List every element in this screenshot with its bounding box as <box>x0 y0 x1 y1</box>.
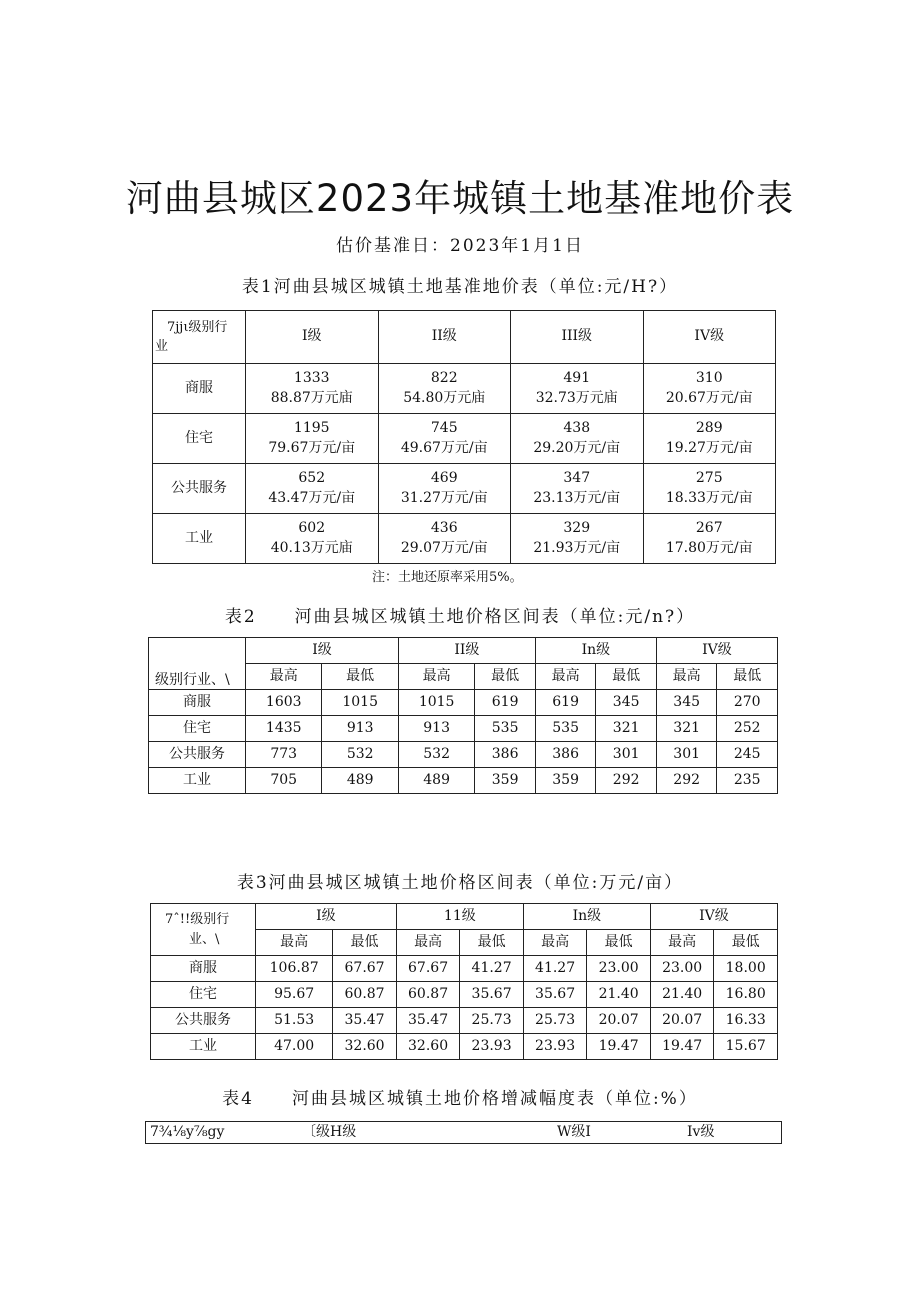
value-cell: 23.93 <box>523 1034 587 1060</box>
table-row <box>149 742 778 768</box>
max-header: 最高 <box>398 664 474 690</box>
value-cell: 16.80 <box>714 982 778 1008</box>
corner-label-line2: 业、\ <box>189 931 220 947</box>
price-per-mu: 54.80万元庙 <box>403 389 486 406</box>
table2-caption: 表2 河曲县城区城镇土地价格区间表（单位:元/n?） <box>224 607 696 627</box>
value-cell: 35.67 <box>460 982 524 1008</box>
value-cell: 245 <box>717 742 778 768</box>
max-header: 最高 <box>650 930 714 956</box>
table-row <box>153 514 776 564</box>
value-cell: 301 <box>656 742 717 768</box>
value-cell: 32.60 <box>333 1034 397 1060</box>
price-cell <box>246 414 379 464</box>
table4-cell: W级I <box>557 1122 687 1144</box>
value-cell: 21.40 <box>587 982 651 1008</box>
value-cell: 359 <box>475 768 536 794</box>
max-header: 最高 <box>396 930 460 956</box>
price-cell <box>511 364 644 414</box>
value-cell: 270 <box>717 690 778 716</box>
price-per-mu: 19.27万元/亩 <box>665 439 753 456</box>
value-cell: 95.67 <box>256 982 333 1008</box>
table4-cell: Iv级 <box>687 1122 782 1144</box>
price-per-mu: 32.73万元庙 <box>535 389 618 406</box>
price-per-sqm: 602 <box>298 520 326 536</box>
price-cell <box>378 464 511 514</box>
table-row <box>149 768 778 794</box>
value-cell: 235 <box>717 768 778 794</box>
value-cell: 532 <box>322 742 398 768</box>
price-per-sqm: 275 <box>695 470 723 486</box>
table1-corner-cell <box>153 311 246 364</box>
row-header: 公共服务 <box>149 742 246 768</box>
table-row <box>151 956 778 982</box>
price-per-sqm: 347 <box>563 470 591 486</box>
price-per-mu: 40.13万元庙 <box>270 539 353 556</box>
price-per-sqm: 491 <box>563 370 591 386</box>
value-cell: 535 <box>535 716 596 742</box>
value-cell: 23.93 <box>460 1034 524 1060</box>
value-cell: 41.27 <box>523 956 587 982</box>
value-cell: 67.67 <box>333 956 397 982</box>
min-header: 最低 <box>475 664 536 690</box>
price-per-sqm: 289 <box>695 420 723 436</box>
price-per-mu: 20.67万元/亩 <box>665 389 753 406</box>
table2-corner-cell: 级别行业、\ <box>149 638 246 690</box>
level-header: II级 <box>398 638 535 664</box>
row-header: 住宅 <box>151 982 256 1008</box>
value-cell: 25.73 <box>523 1008 587 1034</box>
table3-price-range-wan <box>150 903 778 1060</box>
table-row <box>151 1008 778 1034</box>
value-cell: 532 <box>398 742 474 768</box>
table-row <box>151 904 778 930</box>
table-row <box>149 690 778 716</box>
price-per-mu: 49.67万元/亩 <box>400 439 488 456</box>
table-row <box>153 464 776 514</box>
table-row <box>153 311 776 364</box>
table-row <box>149 638 778 664</box>
row-header: 住宅 <box>149 716 246 742</box>
table4-caption: 表4 河曲县城区城镇土地价格增减幅度表（单位:%） <box>222 1089 698 1109</box>
level-header: II级 <box>378 311 511 364</box>
price-cell <box>378 364 511 414</box>
value-cell: 301 <box>596 742 657 768</box>
level-header: III级 <box>511 311 644 364</box>
price-cell <box>246 464 379 514</box>
price-cell <box>246 514 379 564</box>
price-per-mu: 29.20万元/亩 <box>533 439 621 456</box>
level-header: 11级 <box>396 904 523 930</box>
level-header: IV级 <box>656 638 777 664</box>
value-cell: 705 <box>246 768 322 794</box>
document-title: 河曲县城区2023年城镇土地基准地价表 <box>125 177 795 220</box>
value-cell: 345 <box>656 690 717 716</box>
row-header: 住宅 <box>153 414 246 464</box>
price-per-mu: 88.87万元庙 <box>270 389 353 406</box>
price-per-mu: 18.33万元/亩 <box>665 489 753 506</box>
value-cell: 252 <box>717 716 778 742</box>
price-per-mu: 17.80万元/亩 <box>665 539 753 556</box>
level-header: I级 <box>246 638 399 664</box>
level-header: I级 <box>246 311 379 364</box>
price-per-sqm: 1195 <box>293 420 330 436</box>
value-cell: 359 <box>535 768 596 794</box>
table-row <box>153 414 776 464</box>
table2-price-range-yuan <box>148 637 778 794</box>
value-cell: 773 <box>246 742 322 768</box>
value-cell: 619 <box>475 690 536 716</box>
level-header: I级 <box>256 904 397 930</box>
value-cell: 1015 <box>398 690 474 716</box>
value-cell: 1435 <box>246 716 322 742</box>
value-cell: 321 <box>656 716 717 742</box>
price-per-sqm: 1333 <box>293 370 330 386</box>
price-cell <box>643 514 776 564</box>
value-cell: 386 <box>475 742 536 768</box>
price-per-sqm: 267 <box>695 520 723 536</box>
value-cell: 21.40 <box>650 982 714 1008</box>
row-header: 商服 <box>149 690 246 716</box>
min-header: 最低 <box>714 930 778 956</box>
level-header: In级 <box>535 638 656 664</box>
min-header: 最低 <box>333 930 397 956</box>
value-cell: 619 <box>535 690 596 716</box>
value-cell: 20.07 <box>587 1008 651 1034</box>
value-cell: 16.33 <box>714 1008 778 1034</box>
value-cell: 67.67 <box>396 956 460 982</box>
price-cell <box>643 414 776 464</box>
min-header: 最低 <box>322 664 398 690</box>
price-per-mu: 31.27万元/亩 <box>400 489 488 506</box>
table-row <box>151 982 778 1008</box>
price-per-mu: 21.93万元/亩 <box>533 539 621 556</box>
min-header: 最低 <box>596 664 657 690</box>
corner-label-line1: 7jjι级别行 <box>167 319 228 335</box>
table1-caption: 表1河曲县城区城镇土地基准地价表（单位:元/H?） <box>241 277 679 297</box>
row-header: 工业 <box>153 514 246 564</box>
value-cell: 292 <box>656 768 717 794</box>
value-cell: 19.47 <box>587 1034 651 1060</box>
price-per-sqm: 438 <box>563 420 591 436</box>
table-row <box>146 1122 782 1144</box>
value-cell: 489 <box>398 768 474 794</box>
value-cell: 23.00 <box>587 956 651 982</box>
table3-caption: 表3河曲县城区城镇土地价格区间表（单位:万元/亩） <box>236 873 684 893</box>
value-cell: 20.07 <box>650 1008 714 1034</box>
price-per-mu: 29.07万元/亩 <box>400 539 488 556</box>
row-header: 工业 <box>149 768 246 794</box>
price-per-sqm: 310 <box>695 370 723 386</box>
max-header: 最高 <box>256 930 333 956</box>
price-cell <box>246 364 379 414</box>
value-cell: 19.47 <box>650 1034 714 1060</box>
value-cell: 60.87 <box>333 982 397 1008</box>
value-cell: 51.53 <box>256 1008 333 1034</box>
price-per-mu: 23.13万元/亩 <box>533 489 621 506</box>
value-cell: 535 <box>475 716 536 742</box>
table1-note: 注：土地还原率采用5%。 <box>372 570 523 585</box>
min-header: 最低 <box>717 664 778 690</box>
value-cell: 35.47 <box>396 1008 460 1034</box>
value-cell: 35.67 <box>523 982 587 1008</box>
row-header: 工业 <box>151 1034 256 1060</box>
value-cell: 41.27 <box>460 956 524 982</box>
max-header: 最高 <box>656 664 717 690</box>
price-cell <box>378 514 511 564</box>
value-cell: 60.87 <box>396 982 460 1008</box>
value-cell: 292 <box>596 768 657 794</box>
level-header: IV级 <box>643 311 776 364</box>
row-header: 商服 <box>151 956 256 982</box>
max-header: 最高 <box>535 664 596 690</box>
value-cell: 913 <box>398 716 474 742</box>
max-header: 最高 <box>523 930 587 956</box>
value-cell: 47.00 <box>256 1034 333 1060</box>
table3-corner-cell <box>151 904 256 956</box>
table-row <box>153 364 776 414</box>
value-cell: 913 <box>322 716 398 742</box>
table4-adjustment-range <box>145 1121 782 1144</box>
price-cell <box>511 414 644 464</box>
price-cell <box>643 364 776 414</box>
price-per-sqm: 469 <box>430 470 458 486</box>
table1-base-price <box>152 310 776 564</box>
value-cell: 489 <box>322 768 398 794</box>
max-header: 最高 <box>246 664 322 690</box>
min-header: 最低 <box>587 930 651 956</box>
table4-cell: 7¾⅛y⅞gy <box>146 1122 301 1144</box>
price-per-sqm: 745 <box>430 420 458 436</box>
price-per-sqm: 652 <box>298 470 326 486</box>
table-row <box>149 716 778 742</box>
value-cell: 35.47 <box>333 1008 397 1034</box>
value-cell: 32.60 <box>396 1034 460 1060</box>
level-header: IV级 <box>650 904 777 930</box>
value-cell: 18.00 <box>714 956 778 982</box>
min-header: 最低 <box>460 930 524 956</box>
corner-label-line2: 业 <box>155 339 169 354</box>
price-cell <box>378 414 511 464</box>
value-cell: 15.67 <box>714 1034 778 1060</box>
value-cell: 23.00 <box>650 956 714 982</box>
value-cell: 321 <box>596 716 657 742</box>
price-per-sqm: 436 <box>430 520 458 536</box>
value-cell: 386 <box>535 742 596 768</box>
price-cell <box>511 514 644 564</box>
level-header: In级 <box>523 904 650 930</box>
price-per-sqm: 329 <box>563 520 591 536</box>
price-cell <box>511 464 644 514</box>
valuation-date: 估价基准日：2023年1月1日 <box>336 236 584 256</box>
price-per-sqm: 822 <box>430 370 458 386</box>
row-header: 公共服务 <box>151 1008 256 1034</box>
price-per-mu: 79.67万元/亩 <box>268 439 356 456</box>
price-cell <box>643 464 776 514</box>
price-per-mu: 43.47万元/亩 <box>268 489 356 506</box>
row-header: 商服 <box>153 364 246 414</box>
value-cell: 1015 <box>322 690 398 716</box>
table4-cell: 〔级H级 <box>300 1122 557 1144</box>
corner-label-line1: 7ˆ!!级别行 <box>165 912 230 927</box>
value-cell: 106.87 <box>256 956 333 982</box>
value-cell: 1603 <box>246 690 322 716</box>
row-header: 公共服务 <box>153 464 246 514</box>
value-cell: 25.73 <box>460 1008 524 1034</box>
table-row <box>151 1034 778 1060</box>
value-cell: 345 <box>596 690 657 716</box>
